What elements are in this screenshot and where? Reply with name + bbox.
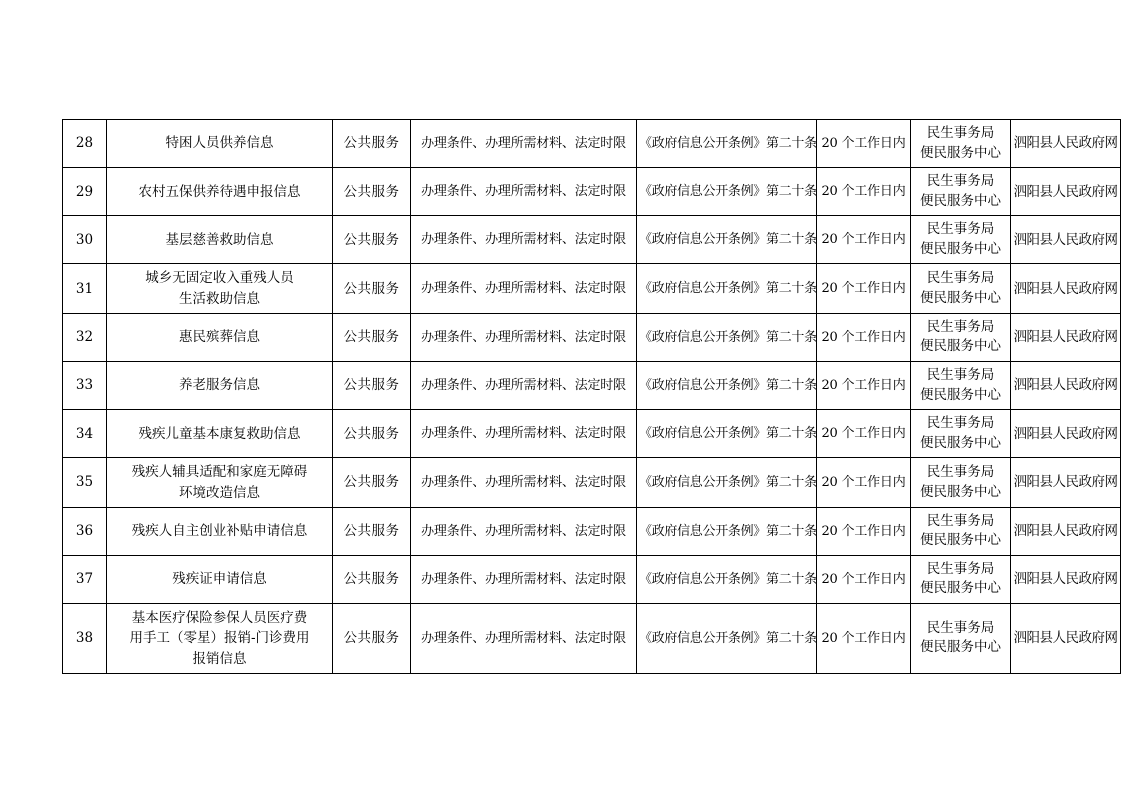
table-row — [63, 604, 1121, 674]
row-item-name: 残疾人辅具适配和家庭无障碍 环境改造信息 — [107, 458, 333, 508]
row-item-name: 残疾人自主创业补贴申请信息 — [107, 507, 333, 555]
row-index: 31 — [63, 264, 107, 314]
row-item-name: 残疾儿童基本康复救助信息 — [107, 410, 333, 458]
row-time-limit: 20 个工作日内 — [817, 458, 911, 508]
row-basis: 《政府信息公开条例》第二十条 — [637, 313, 817, 361]
row-type: 公共服务 — [333, 216, 411, 264]
row-content: 办理条件、办理所需材料、法定时限 — [411, 264, 637, 314]
row-channel: 泗阳县人民政府网 — [1011, 168, 1121, 216]
row-channel: 泗阳县人民政府网 — [1011, 604, 1121, 674]
table-row — [63, 362, 1121, 410]
row-index: 37 — [63, 555, 107, 603]
table-row — [63, 216, 1121, 264]
row-index: 35 — [63, 458, 107, 508]
row-type: 公共服务 — [333, 555, 411, 603]
department-line-1: 民生事务局 — [926, 125, 995, 141]
table-row — [63, 458, 1121, 508]
row-content: 办理条件、办理所需材料、法定时限 — [411, 313, 637, 361]
row-channel: 泗阳县人民政府网 — [1011, 313, 1121, 361]
row-item-name: 特困人员供养信息 — [107, 120, 333, 168]
row-time-limit: 20 个工作日内 — [817, 604, 911, 674]
row-channel: 泗阳县人民政府网 — [1011, 264, 1121, 314]
row-time-limit: 20 个工作日内 — [817, 555, 911, 603]
department-line-2: 便民服务中心 — [920, 483, 1001, 500]
row-content: 办理条件、办理所需材料、法定时限 — [411, 604, 637, 674]
department-line-1: 民生事务局 — [926, 463, 995, 480]
row-channel: 泗阳县人民政府网 — [1011, 555, 1121, 603]
row-time-limit: 20 个工作日内 — [817, 507, 911, 555]
row-item-name: 养老服务信息 — [107, 362, 333, 410]
department-line-1: 民生事务局 — [926, 512, 995, 529]
row-content: 办理条件、办理所需材料、法定时限 — [411, 168, 637, 216]
department-line-2: 便民服务中心 — [920, 386, 1001, 403]
table-container — [62, 119, 1118, 674]
row-index: 36 — [63, 507, 107, 555]
row-content: 办理条件、办理所需材料、法定时限 — [411, 216, 637, 264]
table-row — [63, 507, 1121, 555]
department-line-1: 民生事务局 — [926, 173, 995, 190]
row-item-name: 残疾证申请信息 — [107, 555, 333, 603]
table-row — [63, 555, 1121, 603]
row-item-name: 基本医疗保险参保人员医疗费 用手工（零星）报销-门诊费用 报销信息 — [107, 604, 333, 674]
row-time-limit: 20 个工作日内 — [817, 410, 911, 458]
row-type: 公共服务 — [333, 168, 411, 216]
row-department — [911, 264, 1011, 314]
department-line-2: 便民服务中心 — [920, 240, 1001, 257]
row-item-name: 基层慈善救助信息 — [107, 216, 333, 264]
row-basis: 《政府信息公开条例》第二十条 — [637, 458, 817, 508]
row-department — [911, 120, 1011, 168]
department-line-1: 民生事务局 — [926, 367, 995, 383]
row-channel: 泗阳县人民政府网 — [1011, 216, 1121, 264]
row-index: 29 — [63, 168, 107, 216]
row-index: 38 — [63, 604, 107, 674]
row-index: 30 — [63, 216, 107, 264]
row-department — [911, 507, 1011, 555]
row-channel: 泗阳县人民政府网 — [1011, 362, 1121, 410]
row-item-name: 农村五保供养待遇申报信息 — [107, 168, 333, 216]
row-time-limit: 20 个工作日内 — [817, 362, 911, 410]
table-row — [63, 168, 1121, 216]
row-item-name: 惠民殡葬信息 — [107, 313, 333, 361]
row-basis: 《政府信息公开条例》第二十条 — [637, 120, 817, 168]
row-channel: 泗阳县人民政府网 — [1011, 410, 1121, 458]
table-body — [63, 120, 1121, 674]
row-channel: 泗阳县人民政府网 — [1011, 120, 1121, 168]
table-row — [63, 313, 1121, 361]
row-content: 办理条件、办理所需材料、法定时限 — [411, 410, 637, 458]
row-department — [911, 555, 1011, 603]
row-content: 办理条件、办理所需材料、法定时限 — [411, 120, 637, 168]
row-type: 公共服务 — [333, 507, 411, 555]
row-department — [911, 313, 1011, 361]
row-basis: 《政府信息公开条例》第二十条 — [637, 410, 817, 458]
row-basis: 《政府信息公开条例》第二十条 — [637, 555, 817, 603]
row-channel: 泗阳县人民政府网 — [1011, 507, 1121, 555]
row-content: 办理条件、办理所需材料、法定时限 — [411, 507, 637, 555]
row-department — [911, 458, 1011, 508]
department-line-1: 民生事务局 — [926, 270, 995, 287]
row-type: 公共服务 — [333, 604, 411, 674]
row-time-limit: 20 个工作日内 — [817, 120, 911, 168]
row-basis: 《政府信息公开条例》第二十条 — [637, 604, 817, 674]
row-content: 办理条件、办理所需材料、法定时限 — [411, 458, 637, 508]
department-line-1: 民生事务局 — [926, 415, 995, 432]
department-line-2: 便民服务中心 — [920, 192, 1001, 209]
row-basis: 《政府信息公开条例》第二十条 — [637, 168, 817, 216]
row-department — [911, 604, 1011, 674]
row-channel: 泗阳县人民政府网 — [1011, 458, 1121, 508]
row-type: 公共服务 — [333, 264, 411, 314]
row-time-limit: 20 个工作日内 — [817, 313, 911, 361]
row-type: 公共服务 — [333, 410, 411, 458]
row-basis: 《政府信息公开条例》第二十条 — [637, 362, 817, 410]
row-basis: 《政府信息公开条例》第二十条 — [637, 216, 817, 264]
row-content: 办理条件、办理所需材料、法定时限 — [411, 555, 637, 603]
row-index: 32 — [63, 313, 107, 361]
row-department — [911, 168, 1011, 216]
row-basis: 《政府信息公开条例》第二十条 — [637, 507, 817, 555]
row-index: 33 — [63, 362, 107, 410]
row-index: 34 — [63, 410, 107, 458]
row-item-name: 城乡无固定收入重残人员 生活救助信息 — [107, 264, 333, 314]
department-line-1: 民生事务局 — [926, 318, 995, 335]
row-time-limit: 20 个工作日内 — [817, 216, 911, 264]
row-basis: 《政府信息公开条例》第二十条 — [637, 264, 817, 314]
department-line-2: 便民服务中心 — [920, 144, 1001, 161]
row-content: 办理条件、办理所需材料、法定时限 — [411, 362, 637, 410]
row-time-limit: 20 个工作日内 — [817, 264, 911, 314]
row-type: 公共服务 — [333, 120, 411, 168]
row-department — [911, 362, 1011, 410]
department-line-2: 便民服务中心 — [920, 434, 1001, 451]
department-line-2: 便民服务中心 — [920, 338, 1001, 355]
department-line-2: 便民服务中心 — [920, 580, 1001, 597]
row-department — [911, 410, 1011, 458]
department-line-2: 便民服务中心 — [920, 289, 1001, 306]
row-index: 28 — [63, 120, 107, 168]
row-type: 公共服务 — [333, 313, 411, 361]
department-line-1: 民生事务局 — [926, 221, 995, 238]
department-line-2: 便民服务中心 — [920, 639, 1001, 656]
table-row — [63, 120, 1121, 168]
row-department — [911, 216, 1011, 264]
information-disclosure-table — [62, 119, 1121, 674]
table-row — [63, 264, 1121, 314]
row-time-limit: 20 个工作日内 — [817, 168, 911, 216]
row-type: 公共服务 — [333, 362, 411, 410]
row-type: 公共服务 — [333, 458, 411, 508]
department-line-2: 便民服务中心 — [920, 532, 1001, 549]
department-line-1: 民生事务局 — [926, 619, 995, 636]
table-row — [63, 410, 1121, 458]
department-line-1: 民生事务局 — [926, 560, 995, 577]
